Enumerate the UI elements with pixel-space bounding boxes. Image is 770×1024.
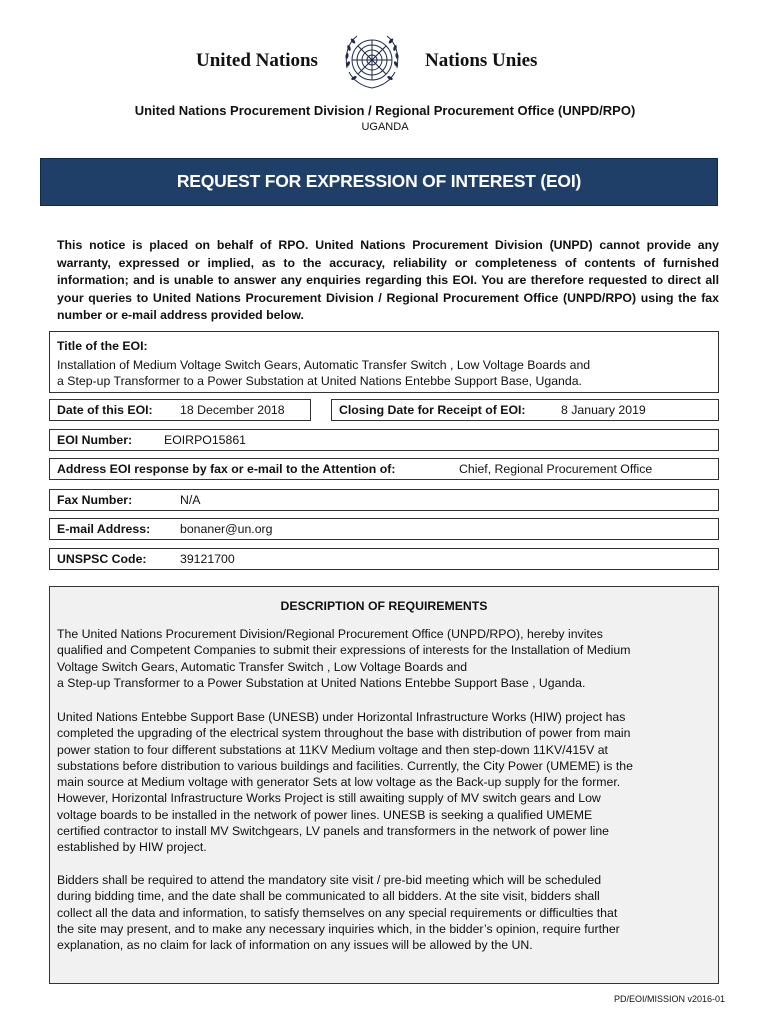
paragraph-line: However, Horizontal Infrastructure Works Project is still awaiting supply of MV switch gears and Low <box>57 791 601 806</box>
paragraph-line: Voltage Switch Gears, Automatic Transfer Switch , Low Voltage Boards and <box>57 659 468 674</box>
description-paragraph <box>57 626 712 691</box>
paragraph-line: qualified and Competent Companies to submit their expressions of interests for the Installation of Medium <box>57 643 631 658</box>
paragraph-line: Bidders shall be required to attend the mandatory site visit / pre-bid meeting which will be scheduled <box>57 873 602 887</box>
form-reference: PD/EOI/MISSION v2016-01 <box>613 994 725 1004</box>
paragraph-line: power station to four different substations at 11KV Medium voltage and then step-down 11KV/415V at <box>57 742 608 757</box>
email-link[interactable]: bonaner@un.org <box>180 522 273 536</box>
unspsc-value: 39121700 <box>180 552 235 566</box>
eoi-number-value: EOIRPO15861 <box>164 433 247 447</box>
eoi-number-label: EOI Number: <box>57 433 133 447</box>
paragraph-line: main source at Medium voltage with generator Sets at low voltage as the Back-up supply for the former. <box>57 775 621 790</box>
paragraph-line: voltage boards to be installed in the network of power lines. UNESB is seeking a qualified UMEME <box>57 807 593 822</box>
org-name-english: United Nations <box>196 50 318 71</box>
paragraph-line: United Nations Entebbe Support Base (UNESB) under Horizontal Infrastructure Works (HIW) project has <box>57 710 626 724</box>
paragraph-line: during bidding time, and the date shall be communicated to all bidders. At the site visit, bidders shall <box>57 889 600 904</box>
email-label: E-mail Address: <box>57 522 151 536</box>
closing-date-label: Closing Date for Receipt of EOI: <box>339 403 526 417</box>
fax-box <box>49 489 719 511</box>
paragraph-line: the site may present, and to make any necessary inquiries which, in the bidder’s opinion, require further <box>57 921 620 936</box>
paragraph-line: established by HIW project. <box>57 840 207 855</box>
disclaimer-notice: This notice is placed on behalf of RPO. United Nations Procurement Division (UNPD) cannot provide any warranty, expressed or implied, as to the accuracy, reliability or completeness of contents of furnished information; and is unable to answer any enquiries regarding this EOI. You are therefore requested to direct all your queries to United Nations Procurement Division / Regional Procurement Office (UNPD/RPO) using the fax number or e-mail address provided below. <box>57 238 719 323</box>
eoi-title-line: Installation of Medium Voltage Switch Gears, Automatic Transfer Switch , Low Voltage Boards and <box>57 358 591 372</box>
description-paragraph <box>57 709 712 856</box>
eoi-date-label: Date of this EOI: <box>57 403 153 417</box>
un-emblem-icon <box>339 30 405 94</box>
eoi-date-value: 18 December 2018 <box>180 403 285 417</box>
country-name: UGANDA <box>361 121 409 133</box>
description-title: DESCRIPTION OF REQUIREMENTS <box>280 599 488 613</box>
fax-value: N/A <box>180 493 201 507</box>
document-title: REQUEST FOR EXPRESSION OF INTEREST (EOI) <box>176 171 582 191</box>
eoi-number-box <box>49 429 719 451</box>
eoi-title-line: a Step-up Transformer to a Power Substation at United Nations Entebbe Support Base, Uganda. <box>57 374 582 388</box>
paragraph-line: certified contractor to install MV Switchgears, LV panels and transformers in the network of power line <box>57 824 610 839</box>
closing-date-value: 8 January 2019 <box>561 403 646 417</box>
paragraph-line: substations before distribution to various buildings and facilities. Currently, the City Power (UMEME) is the <box>57 758 633 773</box>
org-name-french: Nations Unies <box>425 50 538 71</box>
unspsc-box <box>49 548 719 570</box>
eoi-title-label: Title of the EOI: <box>57 339 148 353</box>
paragraph-line: explanation, as no claim for lack of information on any issues will be allowed by the UN. <box>57 938 533 953</box>
description-paragraph <box>57 872 712 953</box>
address-label: Address EOI response by fax or e-mail to the Attention of: <box>57 462 396 476</box>
address-value: Chief, Regional Procurement Office <box>459 462 653 476</box>
paragraph-line: The United Nations Procurement Division/Regional Procurement Office (UNPD/RPO), hereby invites <box>57 627 603 641</box>
office-name: United Nations Procurement Division / Regional Procurement Office (UNPD/RPO) <box>134 103 636 118</box>
fax-label: Fax Number: <box>57 493 133 507</box>
unspsc-label: UNSPSC Code: <box>57 552 147 566</box>
paragraph-line: collect all the data and information, to satisfy themselves on any special requirements or difficulties that <box>57 905 618 920</box>
paragraph-line: a Step-up Transformer to a Power Substation at United Nations Entebbe Support Base , Uganda. <box>57 675 586 690</box>
paragraph-line: completed the upgrading of the electrical system throughout the base with distribution of power from main <box>57 726 631 741</box>
